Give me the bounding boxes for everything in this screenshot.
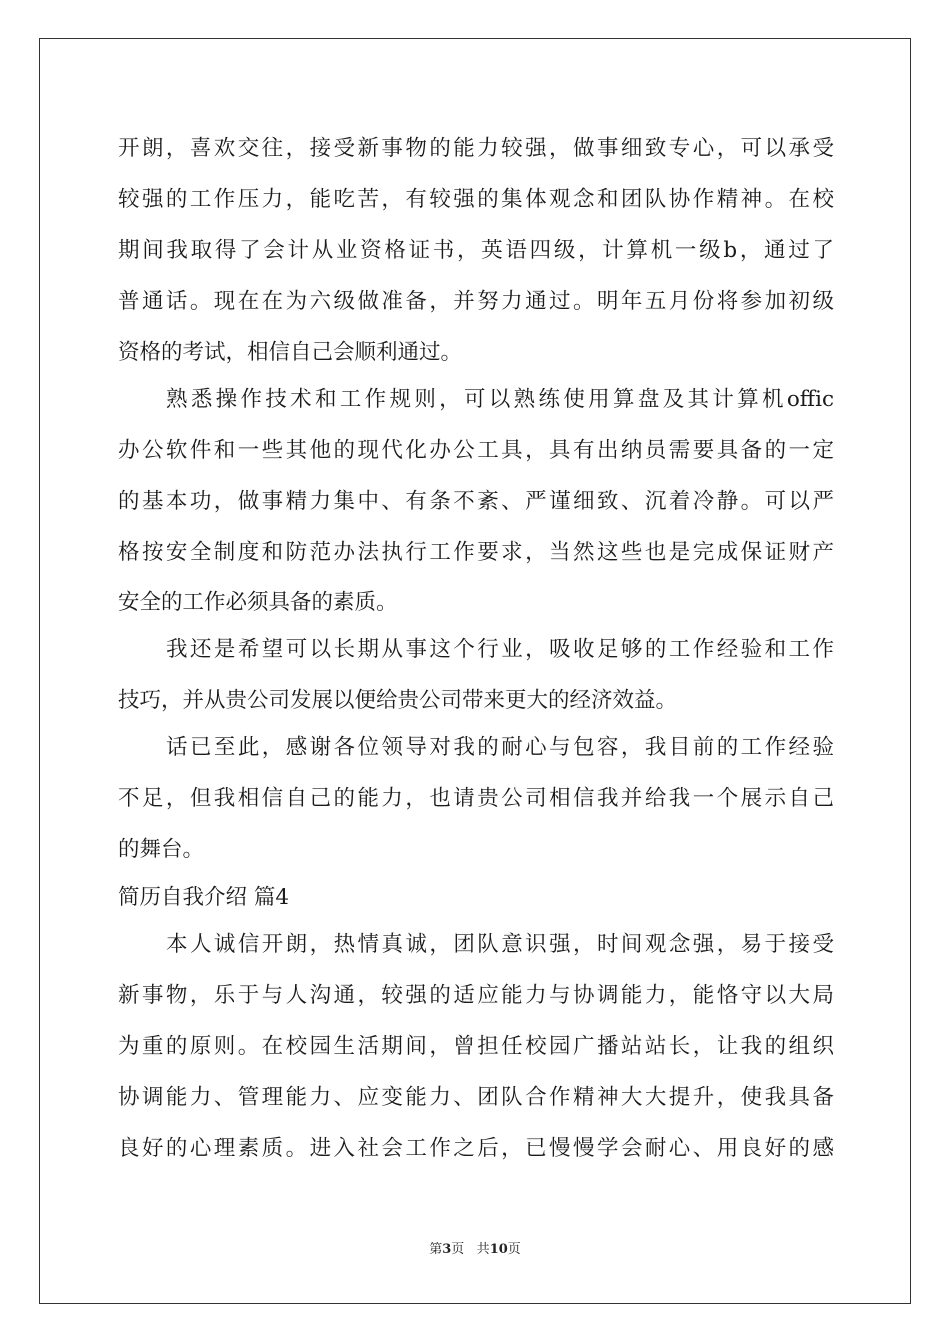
paragraph-first-line: 话已至此，感谢各位领导对我的耐心与包容，我目前的工作经验	[166, 735, 834, 760]
page-number: 3	[442, 1242, 452, 1257]
section-heading: 简历自我介绍 篇4	[118, 885, 290, 910]
paragraph-first-line: 本人诚信开朗，热情真诚，团队意识强，时间观念强，易于接受	[166, 932, 834, 957]
text-line: 格按安全制度和防范办法执行工作要求，当然这些也是完成保证财产	[118, 540, 834, 565]
text-line: 期间我取得了会计从业资格证书，英语四级，计算机一级b，通过了	[118, 238, 834, 263]
text-line: 较强的工作压力，能吃苦，有较强的集体观念和团队协作精神。在校	[118, 187, 834, 212]
page-suffix: 页	[451, 1242, 465, 1257]
text-line: 不足，但我相信自己的能力，也请贵公司相信我并给我一个展示自己	[118, 786, 834, 811]
text-line: 的基本功，做事精力集中、有条不紊、严谨细致、沉着冷静。可以严	[118, 489, 834, 514]
text-line: 技巧，并从贵公司发展以便给贵公司带来更大的经济效益。	[118, 688, 678, 713]
text-line: 资格的考试，相信自己会顺利通过。	[118, 340, 463, 365]
text-line: 办公软件和一些其他的现代化办公工具，具有出纳员需要具备的一定	[118, 438, 834, 463]
text-line: 协调能力、管理能力、应变能力、团队合作精神大大提升，使我具备	[118, 1085, 834, 1110]
page-prefix: 第	[429, 1242, 443, 1257]
text-line: 开朗，喜欢交往，接受新事物的能力较强，做事细致专心，可以承受	[118, 136, 834, 161]
text-line: 新事物，乐于与人沟通，较强的适应能力与协调能力，能恪守以大局	[118, 983, 834, 1008]
text-line: 为重的原则。在校园生活期间，曾担任校园广播站站长，让我的组织	[118, 1034, 834, 1059]
text-line: 良好的心理素质。进入社会工作之后，已慢慢学会耐心、用良好的感	[118, 1136, 834, 1161]
paragraph-first-line: 我还是希望可以长期从事这个行业，吸收足够的工作经验和工作	[166, 637, 834, 662]
paragraph-first-line: 熟悉操作技术和工作规则，可以熟练使用算盘及其计算机offic	[166, 387, 834, 412]
text-line: 的舞台。	[118, 837, 205, 862]
total-suffix: 页	[507, 1242, 521, 1257]
text-line: 普通话。现在在为六级做准备，并努力通过。明年五月份将参加初级	[118, 289, 834, 314]
page-footer	[0, 1241, 950, 1259]
total-pages: 10	[489, 1242, 508, 1257]
total-prefix: 共	[476, 1242, 490, 1257]
text-line: 安全的工作必须具备的素质。	[118, 590, 398, 615]
